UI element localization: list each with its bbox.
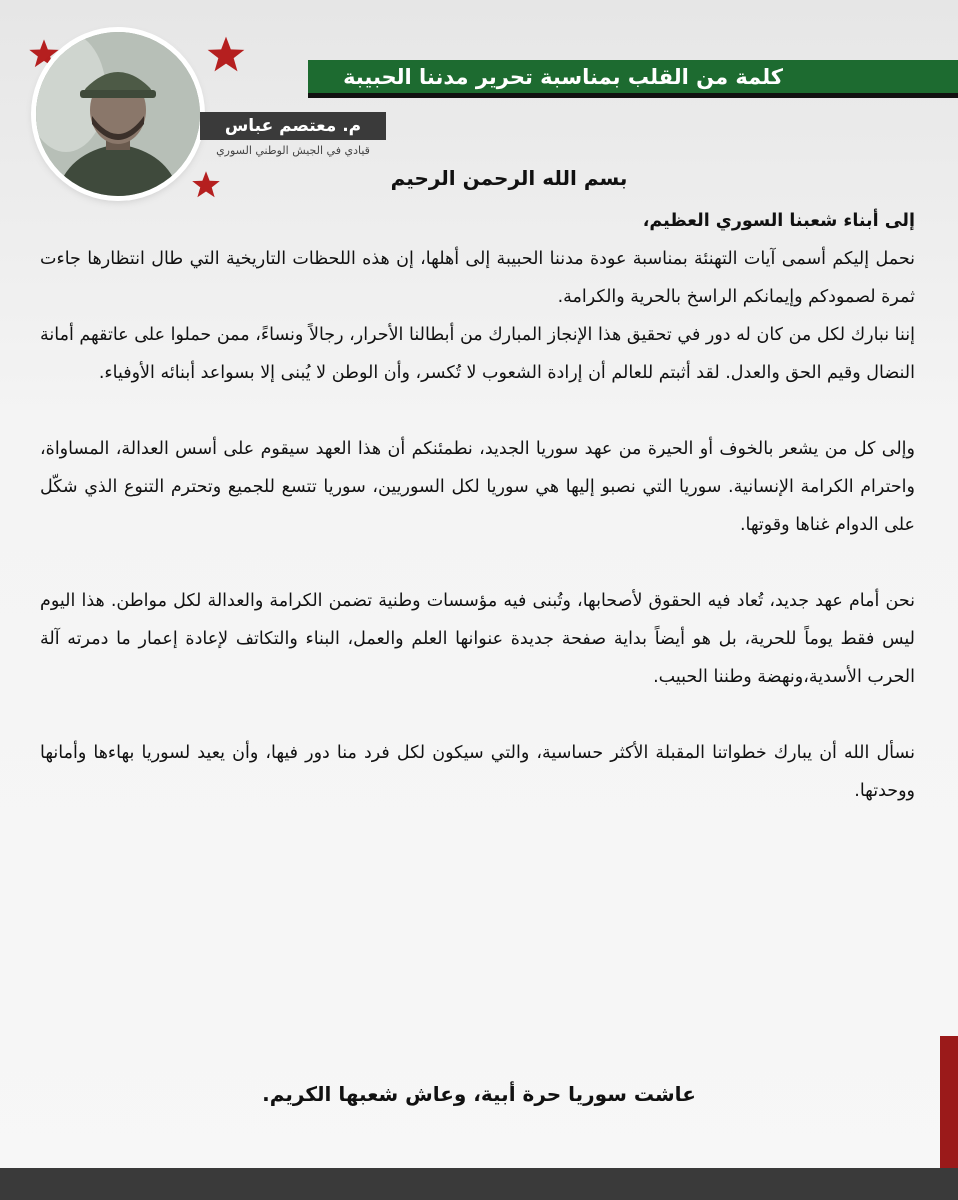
author-role: قيادي في الجيش الوطني السوري [216,144,370,157]
paragraph: وإلى كل من يشعر بالخوف أو الحيرة من عهد سوريا الجديد، نطمئنكم أن هذا العهد سيقوم على أسس العدالة، المساواة، واحترام الكرامة الإنسانية. سوريا التي نصبو إليها هي سوريا لكل السوريين، سوريا تتسع للجميع وتحترم التنوع الذي شكّل على الدوام غناها وقوتها. [40,439,915,535]
banner-title: كلمة من القلب بمناسبة تحرير مدننا الحبيبة [308,60,958,98]
paragraph: نحن أمام عهد جديد، تُعاد فيه الحقوق لأصحابها، وتُبنى فيه مؤسسات وطنية تضمن الكرامة والعدالة لكل مواطن. هذا اليوم ليس فقط يوماً للحرية، بل هو أيضاً بداية صفحة جديدة عنوانها العلم والعمل، البناء والتكاتف لإعادة إعمار ما دمرته آلة الحرب الأسدية،ونهضة وطننا الحبيب. [40,591,915,687]
footer-bar [0,1168,958,1200]
closing-line: عاشت سوريا حرة أبية، وعاش شعبها الكريم. [262,1082,696,1106]
paragraph: نحمل إليكم أسمى آيات التهنئة بمناسبة عودة مدننا الحبيبة إلى أهلها، إن هذه اللحظات التاريخية التي طال انتظارها جاءت ثمرة لصمودكم وإيمانكم الراسخ بالحرية والكرامة. [40,249,915,307]
basmala: بسم الله الرحمن الرحيم [390,166,628,190]
greeting: إلى أبناء شعبنا السوري العظيم، [642,211,915,231]
star-icon [206,35,246,75]
author-name: م. معتصم عباس [200,112,386,140]
letter-body [40,202,915,810]
paragraph: إننا نبارك لكل من كان له دور في تحقيق هذا الإنجاز المبارك من أبطالنا الأحرار، رجالاً ونساءً، ممن حملوا على عاتقهم أمانة النضال وقيم الحق والعدل. لقد أثبتم للعالم أن إرادة الشعوب لا تُكسر، وأن الوطن لا يُبنى إلا بسواعد أبنائه الأوفياء. [40,325,915,383]
paragraph: نسأل الله أن يبارك خطواتنا المقبلة الأكثر حساسية، والتي سيكون لكل فرد منا دور فيها، وأن يعيد لسوريا بهاءها وأمانها ووحدتها. [40,743,915,801]
